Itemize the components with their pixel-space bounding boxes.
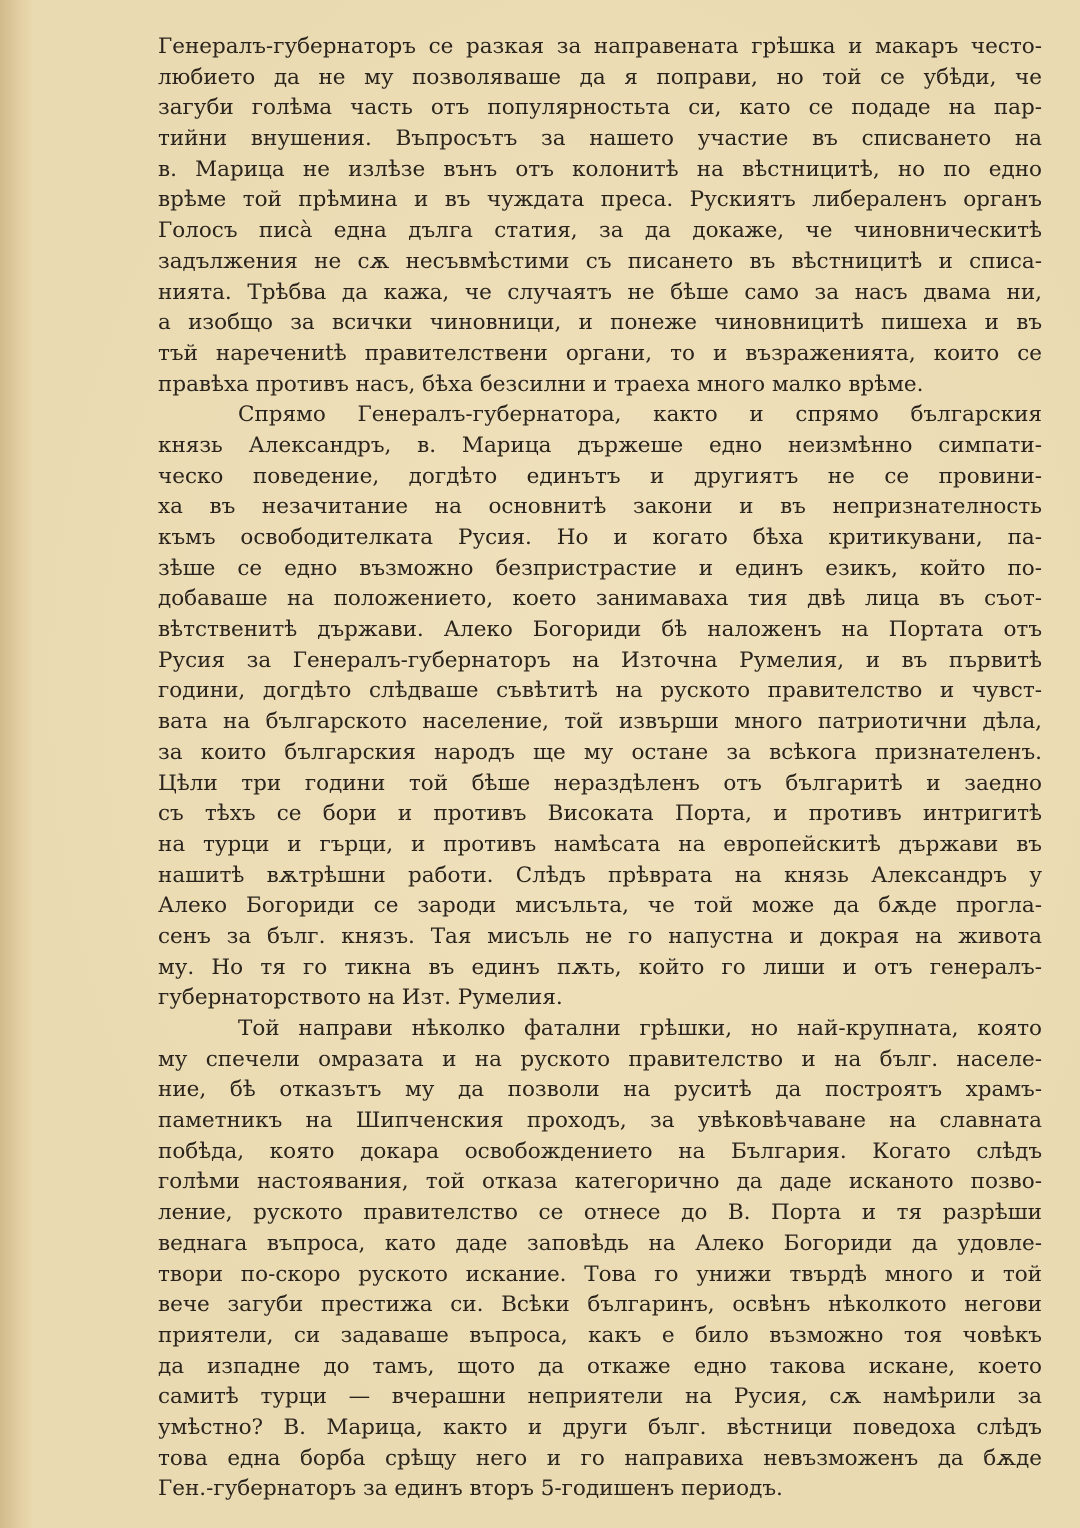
text-line: съ тѣхъ се бори и противъ Високата Порта, и противъ интригитѣ xyxy=(158,801,1042,827)
text-line: ческо поведение, догдѣто единътъ и другиятъ не се провини- xyxy=(158,463,1042,489)
text-line: години, догдѣто слѣдваше съвѣтитѣ на руското правителство и чувст- xyxy=(158,678,1042,704)
text-line: паметникъ на Шипченския проходъ, за увѣковѣчаване на славната xyxy=(158,1108,1042,1134)
text-line: задължения не сѫ несъвмѣстими съ писането въ вѣстницитѣ и списа- xyxy=(158,248,1042,274)
text-line: Русия за Генералъ-губернаторъ на Източна Румелия, и въ първитѣ xyxy=(158,647,1042,673)
text-line: побѣда, която докара освобождението на България. Когато слѣдъ xyxy=(158,1138,1042,1164)
text-line: губернаторството на Изт. Румелия. xyxy=(158,985,563,1011)
text-line: нашитѣ вѫтрѣшни работи. Слѣдъ прѣврата на князь Александръ у xyxy=(158,862,1042,888)
text-line: Алеко Богориди се зароди мисъльта, че той може да бѫде прогла- xyxy=(158,893,1042,919)
text-line: нията. Трѣбва да кажа, че случаятъ не бѣше само за насъ двама ни, xyxy=(158,279,1042,305)
text-line: веднага въпроса, като даде заповѣдь на Алеко Богориди да удовле- xyxy=(158,1230,1042,1256)
text-line: правѣха противъ насъ, бѣха безсилни и траеха много малко врѣме. xyxy=(158,371,924,397)
paragraph-2 xyxy=(158,400,1042,1014)
text-line: къмъ освободителката Русия. Но и когато бѣха критикувани, па- xyxy=(158,525,1042,550)
text-line: ние, бѣ отказътъ му да позволи на руситѣ да построятъ храмъ- xyxy=(158,1077,1042,1103)
text-line: да изпадне до тамъ, щото да откаже едно такова искане, което xyxy=(158,1353,1042,1379)
text-line: голѣми настоявания, той отказа категорично да даде исканото позво- xyxy=(158,1169,1042,1195)
text-line: загуби голѣма часть отъ популярностьта си, като се подаде на пар- xyxy=(158,95,1042,121)
text-line: в. Марица не излѣзе вънъ отъ колонитѣ на вѣстницитѣ, но по едно xyxy=(158,156,1042,182)
text-line: Спрямо Генералъ-губернатора, както и спрямо българския xyxy=(238,402,1042,428)
text-line: тийни внушения. Въпросътъ за нашето участие въ списването на xyxy=(158,126,1042,152)
text-line: зѣше се едно възможно безпристрастие и единъ езикъ, който по- xyxy=(158,555,1042,581)
text-line: ление, руското правителство се отнесе до В. Порта и тя разрѣши xyxy=(158,1200,1042,1226)
text-line: князь Александръ, в. Марица държеше едно неизмѣнно симпати- xyxy=(158,432,1042,458)
text-line: самитѣ турци — вчерашни неприятели на Русия, сѫ намѣрили за xyxy=(158,1384,1042,1410)
text-line: а изобщо за всички чиновници, и понеже чиновницитѣ пишеха и въ xyxy=(158,310,1042,336)
text-line: Генералъ-губернаторъ се разкая за направената грѣшка и макаръ често- xyxy=(158,34,1042,59)
text-line: добаваше на положението, което занимаваха тия двѣ лица въ съот- xyxy=(158,586,1042,612)
text-line: Цѣли три години той бѣше нераздѣленъ отъ българитѣ и заедно xyxy=(158,770,1042,796)
text-line: на турци и гърци, и противъ намѣсата на европейскитѣ държави въ xyxy=(158,831,1042,857)
page-gutter-shadow xyxy=(0,0,34,1528)
paragraph-3 xyxy=(158,1014,1042,1505)
text-line: врѣме той прѣмина и въ чуждата преса. Рускиятъ либераленъ органъ xyxy=(158,187,1042,213)
text-line: твори по-скоро руското искание. Това го унижи твърдѣ много и той xyxy=(158,1261,1042,1287)
text-line: умѣстно? В. Марица, както и други бълг. вѣстници поведоха слѣдъ xyxy=(158,1414,1042,1440)
text-line: вата на българското население, той извърши много патриотични дѣла, xyxy=(158,709,1042,735)
text-line: тъй наречениtѣ правителствени органи, то и възраженията, които се xyxy=(158,340,1042,366)
text-line: приятели, си задаваше въпроса, какъ е било възможно тоя човѣкъ xyxy=(158,1322,1042,1348)
text-line: Той направи нѣколко фатални грѣшки, но най-крупната, която xyxy=(238,1016,1042,1041)
text-line: вече загуби престижа си. Всѣки българинъ, освѣнъ нѣколкото негови xyxy=(158,1292,1042,1318)
body-text xyxy=(158,32,1042,1505)
paragraph-1 xyxy=(158,32,1042,400)
text-line: за които българския народъ ще му остане за всѣкога признателенъ. xyxy=(158,739,1042,765)
text-line: сенъ за бълг. князъ. Тая мисъль не го напустна и докрая на живота xyxy=(158,923,1042,949)
text-line: му спечели омразата и на руското правителство и на бълг. населе- xyxy=(158,1046,1042,1072)
text-line: ха въ незачитание на основнитѣ закони и въ непризнателность xyxy=(158,494,1042,520)
text-line: любието да не му позволяваше да я поправи, но той се убѣди, че xyxy=(158,64,1042,90)
text-line: му. Но тя го тикна въ единъ пѫть, който го лиши и отъ генералъ- xyxy=(158,954,1042,980)
text-line: това една борба срѣщу него и го направиха невъзможенъ да бѫде xyxy=(158,1445,1042,1471)
text-line: вѣтственитѣ държави. Алеко Богориди бѣ наложенъ на Портата отъ xyxy=(158,617,1042,643)
text-line: Ген.-губернаторъ за единъ вторъ 5-годишенъ периодъ. xyxy=(158,1476,783,1502)
text-line: Голосъ писà една дълга статия, за да докаже, че чиновническитѣ xyxy=(158,218,1042,244)
